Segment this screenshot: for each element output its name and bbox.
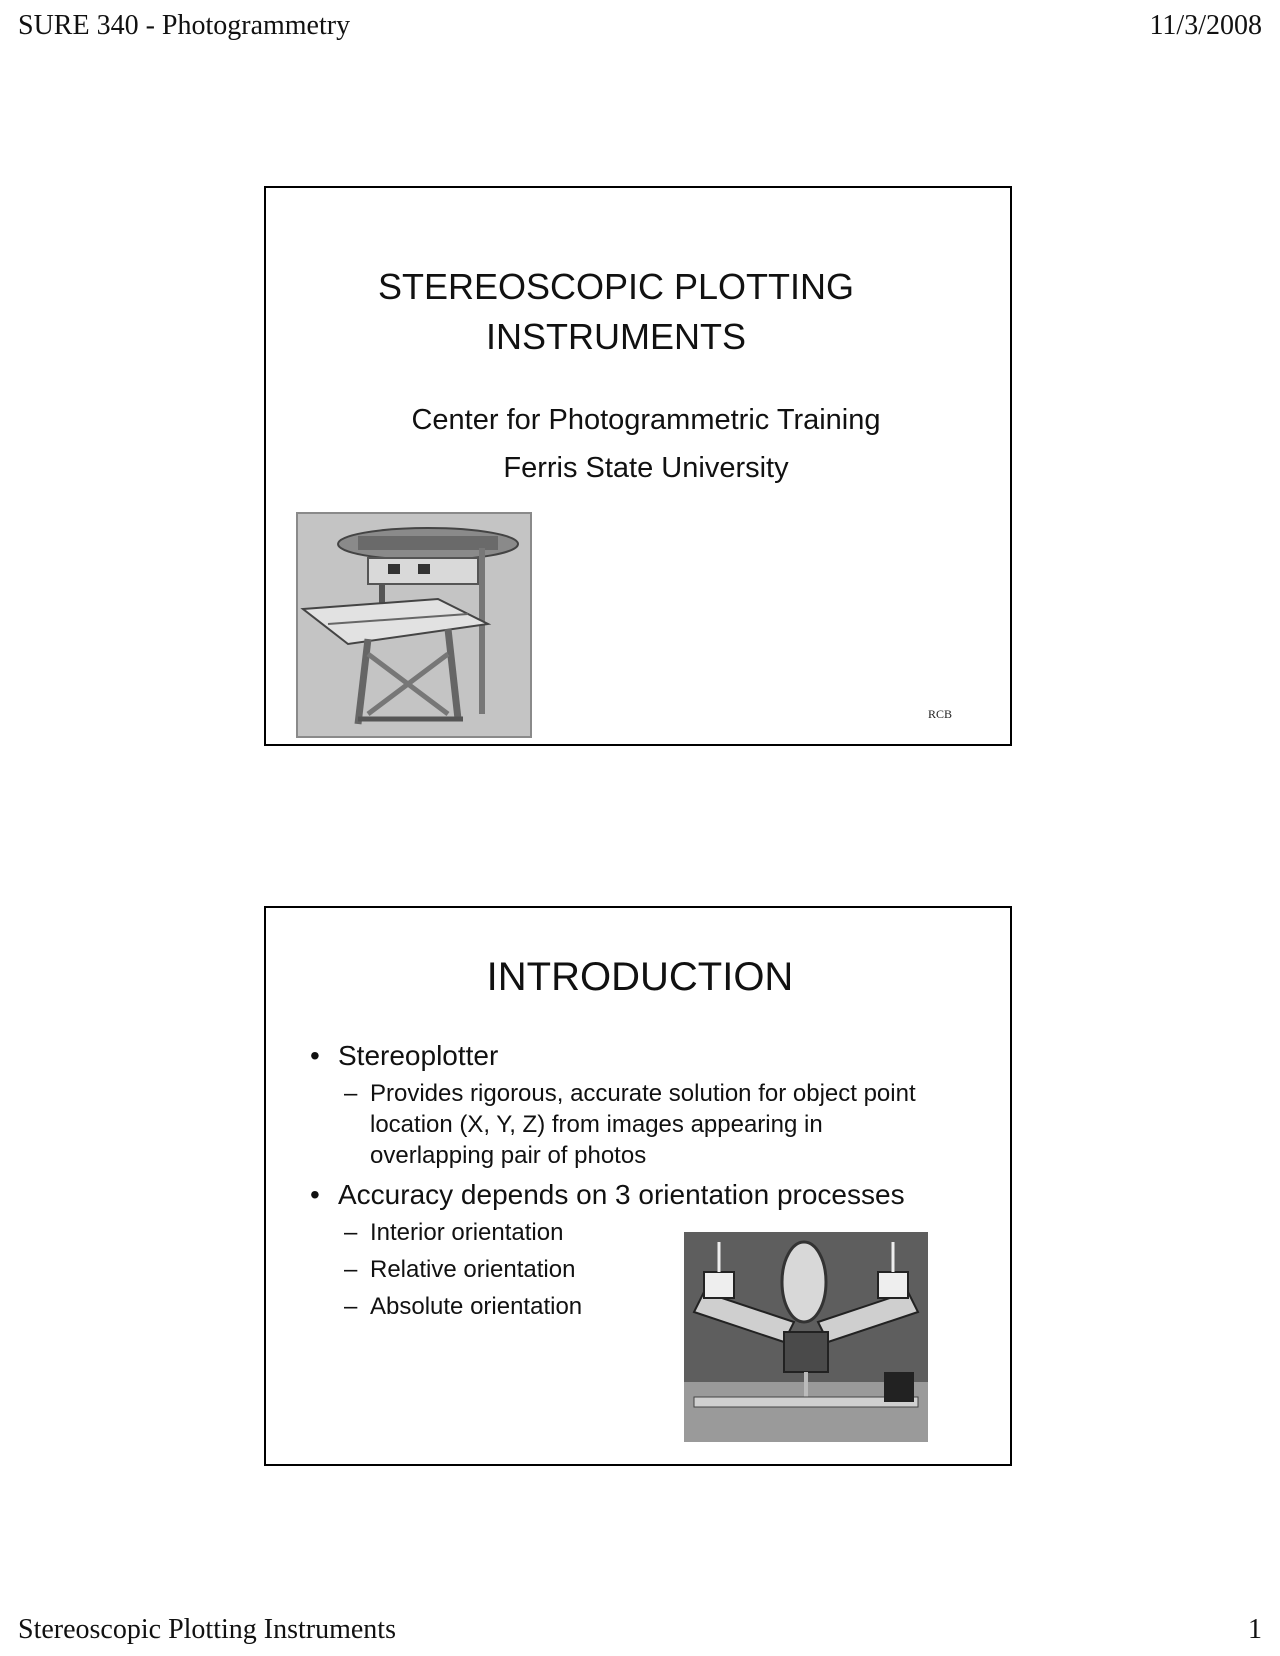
analog-plotter-photo — [684, 1232, 928, 1442]
header-course: SURE 340 - Photogrammetry — [18, 10, 351, 41]
page-number: 1 — [1248, 1614, 1262, 1645]
slide-1-subtitle-university: Ferris State University — [503, 452, 789, 484]
bullet-item — [310, 1177, 990, 1213]
slide-2-title: INTRODUCTION — [486, 955, 794, 999]
footer-title: Stereoscopic Plotting Instruments — [18, 1614, 396, 1645]
header-date: 11/3/2008 — [1149, 10, 1262, 41]
stereoplotter-illustration — [298, 514, 530, 736]
sub-bullet-item — [344, 1078, 990, 1171]
slide-1-subtitle-organization: Center for Photogrammetric Training — [411, 404, 881, 436]
slide-1-initials: RCB — [927, 707, 952, 721]
sub-bullet-marker: – — [344, 1256, 358, 1283]
bullet-item — [310, 1038, 990, 1074]
slide-1-title: STEREOSCOPIC PLOTTING INSTRUMENTS — [377, 266, 855, 357]
sub-bullet-text: Interior orientation — [370, 1219, 564, 1246]
bullet-marker: • — [310, 1040, 320, 1071]
slide-1 — [264, 186, 1012, 746]
analog-plotter-illustration — [684, 1232, 928, 1442]
slide-2 — [264, 906, 1012, 1466]
sub-bullet-text: Relative orientation — [370, 1256, 576, 1283]
stereoplotter-photo — [296, 512, 532, 738]
sub-bullet-text: Absolute orientation — [370, 1293, 583, 1320]
sub-bullet-marker: – — [344, 1080, 358, 1107]
sub-bullet-text: Provides rigorous, accurate solution for object point location (X, Y, Z) from images appearing in overlapping pair of photos — [370, 1080, 916, 1169]
bullet-marker: • — [310, 1179, 320, 1210]
sub-bullet-marker: – — [344, 1219, 358, 1246]
bullet-text: Accuracy depends on 3 orientation processes — [338, 1179, 905, 1210]
sub-bullet-marker: – — [344, 1293, 358, 1320]
bullet-text: Stereoplotter — [338, 1040, 499, 1071]
